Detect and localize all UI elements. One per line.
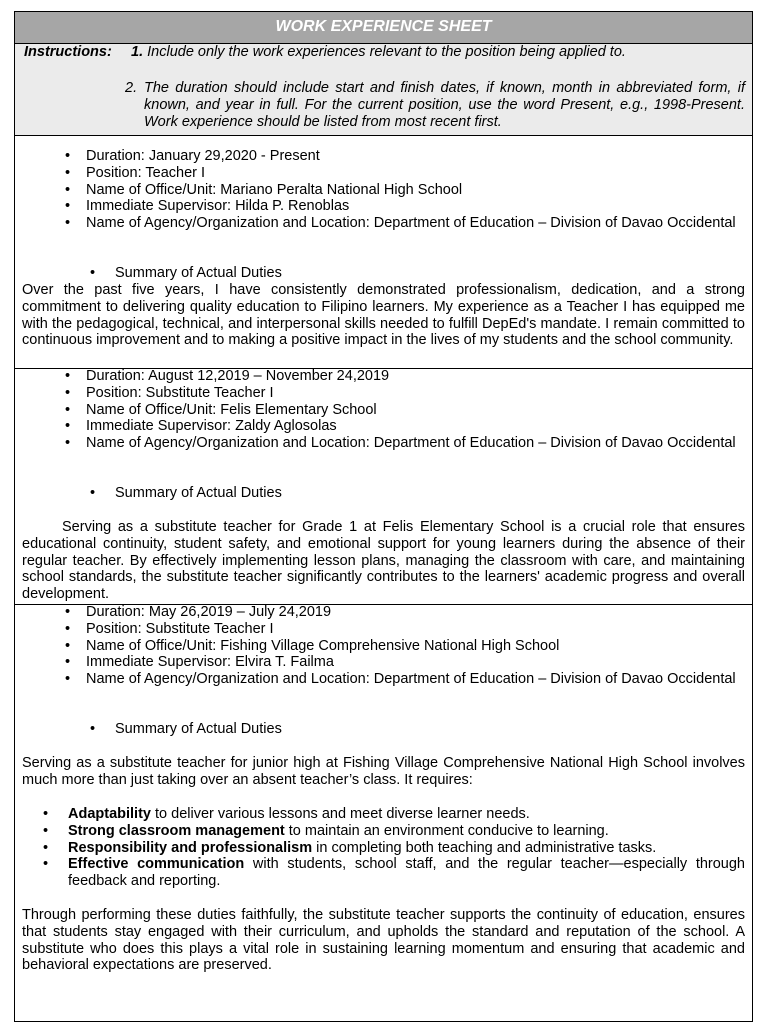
instruction-2-number: 2.: [125, 80, 138, 96]
instructions-block: [15, 44, 752, 136]
immediate-supervisor: • Immediate Supervisor: Zaldy Aglosolas: [65, 418, 745, 435]
position: • Position: Substitute Teacher I: [65, 621, 745, 638]
quality-name: Effective communication: [68, 856, 245, 873]
summary-label: • Summary of Actual Duties: [90, 265, 282, 282]
agency-location: • Name of Agency/Organization and Location: Department of Education – Division of Davao Occidental: [65, 671, 745, 688]
quality-name: Responsibility and professionalism: [68, 839, 313, 856]
summary-intro: Serving as a substitute teacher for junior high at Fishing Village Comprehensive National High School involves much more than just taking over an absent teacher’s class. It requires:: [22, 755, 745, 788]
instructions-label: Instructions:: [24, 44, 112, 60]
summary-text: Serving as a substitute teacher for Grade 1 at Felis Elementary School is a crucial role that ensures educational continuity, student safety, and emotional support for young learners during the absence of their regular teacher. By effectively implementing lesson plans, managing the classroom with care, and maintaining school standards, the substitute teacher significantly contributes to the learners' academic progress and overall development.: [22, 519, 745, 603]
agency-location: • Name of Agency/Organization and Location: Department of Education – Division of Davao Occidental: [65, 435, 745, 452]
quality-item: [43, 856, 745, 890]
quality-item: [43, 840, 745, 857]
quality-item: [43, 806, 745, 823]
quality-desc: in completing both teaching and administrative tasks.: [312, 839, 657, 856]
quality-desc: with students, school staff, and the regular teacher—especially through feedback and reporting.: [68, 856, 745, 890]
quality-desc: to maintain an environment conducive to learning.: [284, 822, 609, 839]
experience-details: [65, 368, 745, 452]
quality-item: [43, 823, 745, 840]
immediate-supervisor: • Immediate Supervisor: Elvira T. Failma: [65, 654, 745, 671]
summary-label: • Summary of Actual Duties: [90, 485, 282, 502]
instruction-1-number: 1.: [131, 44, 144, 60]
position: • Position: Teacher I: [65, 165, 745, 182]
instruction-1-text: Include only the work experiences relevant to the position being applied to.: [147, 44, 626, 60]
agency-location: • Name of Agency/Organization and Location: Department of Education – Division of Davao Occidental: [65, 215, 745, 232]
duration: • Duration: August 12,2019 – November 24,2019: [65, 368, 745, 385]
quality-name: Adaptability: [68, 806, 151, 822]
immediate-supervisor: • Immediate Supervisor: Hilda P. Renoblas: [65, 198, 745, 215]
position: • Position: Substitute Teacher I: [65, 385, 745, 402]
duration: • Duration: January 29,2020 - Present: [65, 148, 745, 165]
experience-entry-3: [15, 605, 752, 1023]
quality-desc: to deliver various lessons and meet diverse learner needs.: [150, 806, 530, 822]
quality-name: Strong classroom management: [68, 822, 285, 839]
instruction-2-text: The duration should include start and finish dates, if known, month in abbreviated form, if known, and year in full. For the current position, use the word Present, e.g., 1998-Present. Work experience should be listed from most recent first.: [144, 80, 745, 130]
duration: • Duration: May 26,2019 – July 24,2019: [65, 604, 745, 621]
summary-label: • Summary of Actual Duties: [90, 721, 282, 738]
summary-closing: Through performing these duties faithfully, the substitute teacher supports the continuity of education, ensures that students stay engaged with their curriculum, and upholds the standard and reputation of the school. A substitute who does this plays a vital role in sustaining learning momentum and ensuring that academic and behavioral expectations are preserved.: [22, 907, 745, 974]
work-experience-sheet: [14, 11, 753, 1022]
office-unit: • Name of Office/Unit: Mariano Peralta National High School: [65, 182, 745, 199]
experience-details: [65, 604, 745, 688]
experience-entry-1: [15, 136, 752, 369]
qualities-list: [43, 806, 745, 890]
experience-details: [65, 148, 745, 232]
office-unit: • Name of Office/Unit: Fishing Village Comprehensive National High School: [65, 638, 745, 655]
instruction-1: [131, 44, 626, 61]
experience-entry-2: [15, 369, 752, 605]
sheet-title: WORK EXPERIENCE SHEET: [15, 12, 752, 44]
summary-text: Over the past five years, I have consistently demonstrated professionalism, dedication, and a strong commitment to delivering quality education to Filipino learners. My experience as a Teacher I has equipped me with the pedagogical, technical, and interpersonal skills needed to fulfill DepEd's mandate. I remain committed to continuous improvement and to making a positive impact in the lives of my students and the school community.: [22, 282, 745, 349]
instruction-2: [125, 80, 745, 131]
office-unit: • Name of Office/Unit: Felis Elementary School: [65, 402, 745, 419]
